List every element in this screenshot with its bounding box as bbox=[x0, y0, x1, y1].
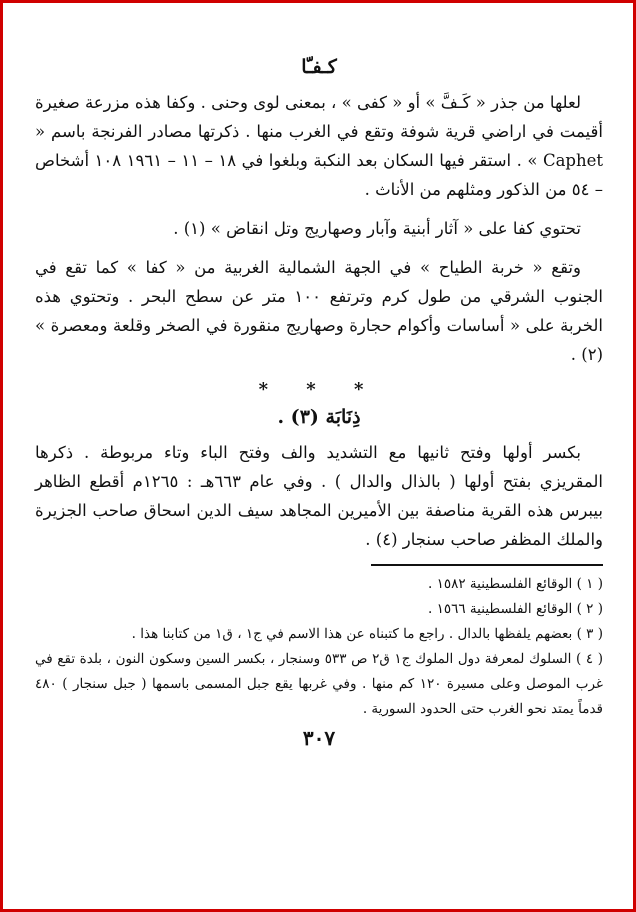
footnote-3: ( ٣ ) بعضهم يلفظها بالدال . راجع ما كتبناه عن هذا الاسم في ج١ ، ق١ من كتابنا هذا . bbox=[131, 626, 603, 642]
section-separator: * * * bbox=[258, 379, 380, 400]
section-heading-dhinaba: ذِنَابَة (٣) . bbox=[277, 406, 361, 428]
footnote-1: ( ١ ) الوقائع الفلسطينية ١٥٨٢ . bbox=[428, 576, 603, 592]
paragraph-kafa-contents: تحتوي كفا على « آثار أبنية وآبار وصهاريج وتل انقاض » (١) . bbox=[173, 219, 581, 238]
section-heading-kafa: كـفـّا bbox=[301, 56, 337, 78]
paragraph-khirbet-tayyah: وتقع « خربة الطياح » في الجهة الشمالية الغربية من « كفا » كما تقع في الجنوب الشرقي من طول كرم وترتفع ١٠٠ متر عن سطح البحر . وتحتوي هذه الخربة على « أساسات وأكوام حجارة وصهاريج منقورة في الصخر وقلعة ومعصرة » (٢) . bbox=[35, 258, 604, 364]
footnote-divider bbox=[371, 564, 603, 566]
document-page bbox=[35, 50, 603, 750]
footnote-2: ( ٢ ) الوقائع الفلسطينية ١٥٦٦ . bbox=[428, 601, 603, 617]
paragraph-kafa-origin: لعلها من جذر « كَـفَّ » أو « كفى » ، بمعنى لوى وحنى . وكفا هذه مزرعة صغيرة أقيمت في اراضي قرية شوفة وتقع في الغرب منها . ذكرتها مصادر الفرنجة باسم « Caphet » . استقر فيها السكان بعد النكبة وبلغوا في ١٨ – ١١ – ١٩٦١ ١٠٨ أشخاص – ٥٤ من الذكور ومثلهم من الأناث . bbox=[35, 93, 604, 199]
page-number: ٣٠٧ bbox=[302, 726, 336, 750]
paragraph-dhinaba: بكسر أولها وفتح ثانيها مع التشديد والف وفتح الباء وتاء مربوطة . ذكرها المقريزي بفتح أولها ( بالذال والدال ) . وفي عام ٦٦٣هـ : ١٢٦٥م أقطع الظاهر بيبرس هذه القرية مناصفة بين الأميرين المجاهد سيف الدين اسحاق صاحب الجزيرة والملك المظفر صاحب سنجار (٤) . bbox=[35, 443, 604, 549]
footnote-4: ( ٤ ) السلوك لمعرفة دول الملوك ج١ ق٢ ص ٥٣٣ وسنجار ، بكسر السين وسكون النون ، بلدة تقع في غرب الموصل وعلى مسيرة ١٢٠ كم منها . وفي غربها يقع جبل المسمى باسمها ( جبل سنجار ) ٤٨٠ قدماً يمتد نحو الغرب حتى الحدود السورية . bbox=[35, 651, 604, 717]
footnotes bbox=[35, 572, 603, 722]
